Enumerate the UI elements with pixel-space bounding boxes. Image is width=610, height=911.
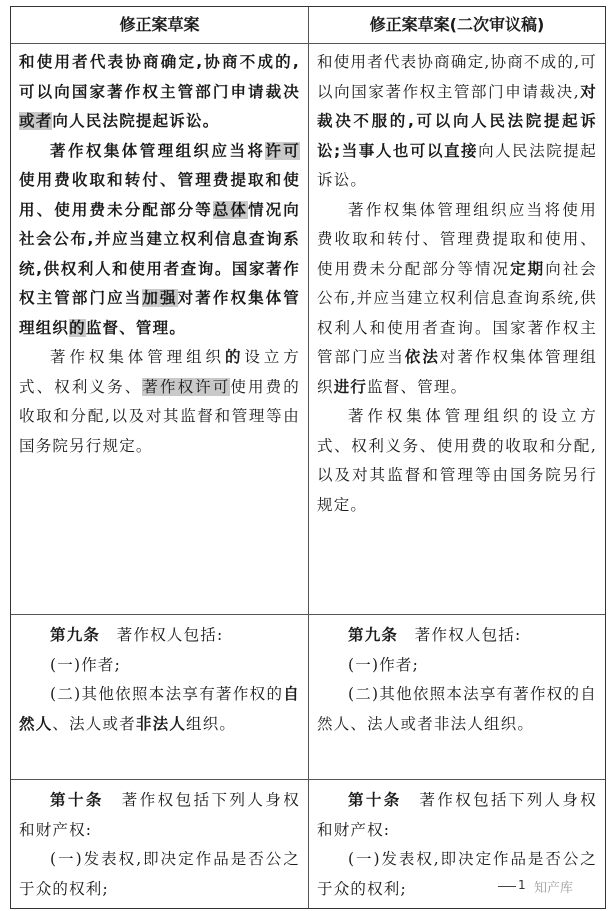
paragraph [19, 845, 300, 904]
text-run: (二)其他依照本法享有著作权的自然人、法人或者非法人组织。 [317, 685, 597, 733]
bold-text: 第十条 [50, 791, 104, 809]
paragraph [317, 680, 597, 739]
paragraph [19, 651, 300, 681]
cell-second-review [308, 615, 605, 779]
cell-draft [11, 615, 308, 779]
text-run: 向人民法院提起诉讼。 [52, 112, 220, 130]
highlighted-text: 著作权许可 [142, 377, 231, 396]
table-row [11, 615, 605, 780]
text-run: 著作权人包括: [398, 626, 522, 644]
text-run: 监督、管理。 [85, 318, 187, 337]
text-run: (一)作者; [50, 655, 122, 674]
paragraph [317, 621, 597, 651]
text-run: (一)发表权,即决定作品是否公之于众的权利; [19, 850, 300, 898]
bold-text: 第十条 [348, 791, 402, 809]
text-run: 著作权集体管理组织的设立方式、权利义务、使用费的收取和分配,以及对其监督和管理等由国务院另行规定。 [317, 407, 597, 514]
text-run: 设立方式、权利义务、 [19, 348, 301, 396]
text-run: 著作权包括下列人身权和财产权: [317, 791, 597, 839]
header-draft: 修正案草案 [119, 15, 200, 34]
text-run: 对著作权集体管理组织 [19, 289, 301, 337]
text-run: 组织。 [186, 714, 237, 733]
bold-text: 进行 [333, 377, 368, 396]
text-run: 情况向社会公布,并应当建立权利信息查询系统,供权利人和使用者查询。国家著作权主管部门应当 [19, 200, 301, 307]
bold-text: 非法人 [135, 714, 187, 733]
paragraph [19, 343, 300, 461]
text-run: 向社会公布,并应当建立权利信息查询系统,供权利人和使用者查询。国家著作权主管部门应当 [317, 259, 597, 366]
paragraph [19, 48, 300, 137]
text-run: 著作权集体管理组织 [50, 348, 225, 366]
paragraph [317, 48, 597, 196]
highlighted-text: 或者 [19, 112, 53, 130]
footer-dash [498, 886, 516, 887]
page-number: 1 [518, 878, 526, 892]
cell-draft [11, 780, 308, 908]
bold-text: 对裁决不服的,可以向人民法院提起诉讼;当事人也可以直接 [317, 82, 597, 160]
paragraph [317, 196, 597, 403]
text-run: (一)作者; [348, 655, 420, 674]
bold-text: 依法 [404, 348, 440, 366]
comparison-table [10, 6, 606, 909]
page-footer [498, 876, 602, 898]
text-run: (二)其他依照本法享有著作权的 [50, 685, 284, 703]
bold-text: 第九条 [348, 626, 399, 644]
watermark: 知产库 [534, 881, 574, 896]
bold-text: 自然人 [19, 685, 300, 733]
text-run: 使用费收取和转付、管理费提取和使用、使用费未分配部分等 [19, 171, 300, 219]
paragraph [19, 137, 300, 344]
highlighted-text: 许可 [265, 141, 300, 160]
table-row [11, 44, 605, 615]
paragraph [317, 651, 597, 681]
text-run: 和使用者代表协商确定,协商不成的,可以向国家著作权主管部门申请裁决, [317, 53, 597, 101]
bold-text: 第九条 [50, 626, 101, 644]
text-run: 著作权包括下列人身权和财产权: [19, 791, 300, 839]
cell-second-review [308, 44, 605, 614]
text-run: 对著作权集体管理组织 [317, 348, 597, 396]
highlighted-text: 的 [69, 318, 86, 337]
text-run: (一)发表权,即决定作品是否公之于众的权利; [317, 850, 597, 898]
text-run: 著作权人包括: [100, 626, 224, 644]
table-header-row [11, 7, 605, 44]
bold-text: 的 [224, 348, 245, 366]
text-run: 向人民法院提起诉讼。 [317, 141, 598, 189]
paragraph [19, 786, 300, 845]
text-run: 著作权集体管理组织应当将使用费收取和转付、管理费提取和使用、使用费未分配部分等情况 [317, 200, 597, 278]
highlighted-text: 加强 [142, 289, 178, 307]
highlighted-text: 总体 [212, 200, 249, 219]
text-run: 著作权集体管理组织应当将 [50, 141, 266, 160]
paragraph [19, 680, 300, 739]
text-run: 监督、管理。 [367, 377, 468, 396]
cell-draft [11, 44, 308, 614]
paragraph [317, 402, 597, 520]
text-run: 和使用者代表协商确定,协商不成的,可以向国家著作权主管部门申请裁决 [19, 53, 300, 101]
text-run: 使用费的收取和分配,以及对其监督和管理等由国务院另行规定。 [19, 377, 300, 455]
paragraph [19, 621, 300, 651]
header-second-review-draft: 修正案草案(二次审议稿) [308, 7, 605, 43]
bold-text: 定期 [510, 259, 546, 278]
paragraph [317, 786, 597, 845]
text-run: 、法人或者 [52, 714, 136, 733]
